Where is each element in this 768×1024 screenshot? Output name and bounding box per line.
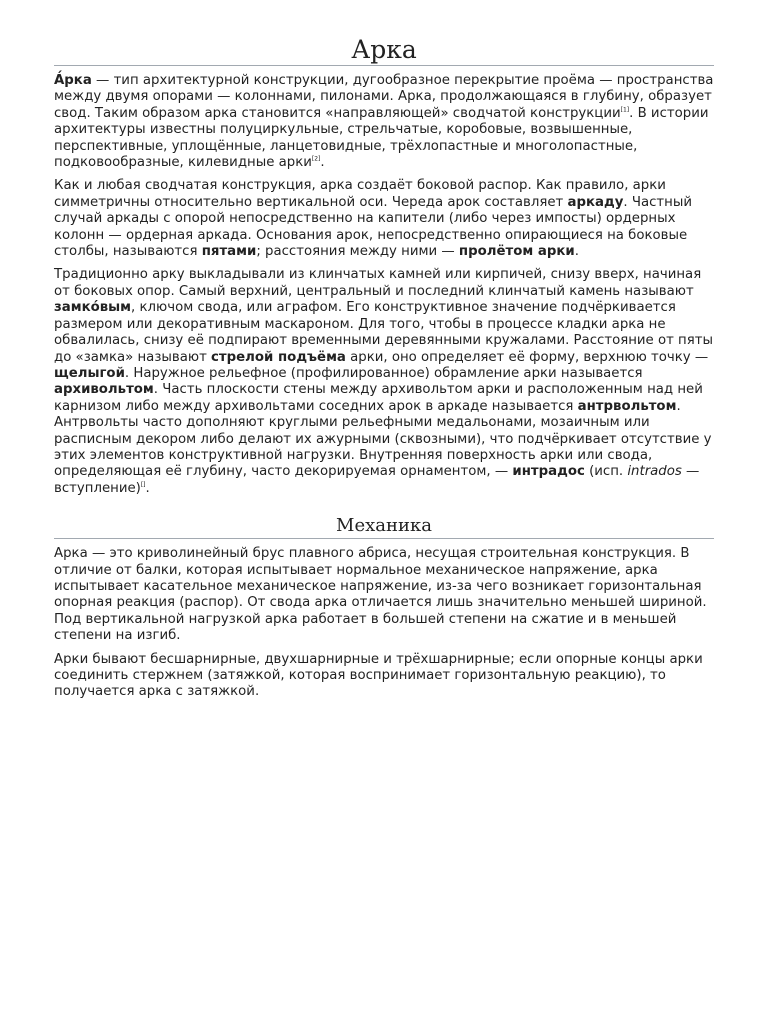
p2-text: Как и любая сводчатая конструкция, арка создаёт боковой распор. Как правило, арки симметричны относительно вертикальной оси. Череда арок составляет [54, 178, 666, 210]
p3-text: . Часть плоскости стены между архивольтом арки и расположенным над ней карнизом либо между архивольтами соседних арок в аркаде называется [54, 382, 703, 414]
p3-text: . Антрвольты часто дополняют круглыми рельефными медальонами, мозаичным или расписным декором либо делают их ажурными (сквозными), что подчёркивает отсутствие у этих элементов конструктивной нагрузки. Внутренняя поверхность арки или свода, определяющая её глубину, часто декорируемая орнаментом, — [54, 398, 712, 480]
intro-text-1: — тип архитектурной конструкции, дугообразное перекрытие проёма — пространства между двумя опорами — колоннами, пилонами. Арка, продолжающаяся в глубину, образует свод. Таким образом арка становится «направляющей» сводчатой конструкции [54, 73, 714, 121]
p3-text: Традиционно арку выкладывали из клинчатых камней или кирпичей, снизу вверх, начиная от боковых опор. Самый верхний, центральный и последний клинчатый камень называют [54, 267, 702, 299]
intro-paragraph [54, 73, 714, 171]
term-shchelygoy: щелыгой [54, 365, 125, 381]
term-pyatami: пятами [201, 244, 257, 260]
footnote-ref-1[interactable]: [1] [620, 106, 630, 114]
p2-text: . [574, 244, 579, 260]
term-zamkovym: замко́вым [54, 300, 132, 316]
term-intrados: интрадос [512, 464, 585, 480]
p3-text: . [145, 480, 150, 496]
term-arkadu: аркаду [567, 194, 624, 210]
term-arka: А́рка [54, 73, 92, 88]
term-arkhivoltom: архивольтом [54, 382, 154, 398]
p3-text: . Наружное рельефное (профилированное) обрамление арки называется [124, 365, 643, 381]
term-prolet-arki: пролётом арки [458, 244, 575, 260]
p2-text: . Частный случай аркады с опорой непосредственно на капители (либо через импосты) ордерных колонн — ордерная аркада. Основания арок, непосредственно опирающиеся на боковые столбы, называются [54, 194, 692, 260]
p3-text: (исп. [584, 464, 628, 480]
p2-text: ; расстояния между ними — [256, 244, 459, 260]
footnote-ref-3[interactable]: [] [140, 481, 146, 489]
mechanics-paragraph-2: Арки бывают бесшарнирные, двухшарнирные и трёхшарнирные; если опорные концы арки соединить стержнем (затяжкой, которая воспринимает горизонтальную реакцию), то получается арка с затяжкой. [54, 651, 703, 700]
foreign-term-intrados: intrados [627, 464, 682, 480]
intro-text-3: . [320, 155, 325, 171]
mechanics-paragraph-1: Арка — это криволинейный брус плавного абриса, несущая строительная конструкция. В отличие от балки, которая испытывает нормальное механическое напряжение, арка испытывает касательное механическое напряжение, из-за чего возникает горизонтальная опорная реакция (распор). От свода арка отличается лишь значительно меньшей шириной. Под вертикальной нагрузкой арка работает в большей степени на сжатие и в меньшей степени на изгиб. [54, 546, 707, 644]
paragraph-2 [54, 178, 714, 260]
term-strela-podema: стрелой подъёма [211, 349, 346, 365]
p3-text: арки, оно определяет её форму, верхнюю точку — [345, 349, 709, 365]
section-heading-mechanics: Механика [54, 515, 714, 539]
p3-text: — вступление) [54, 464, 700, 496]
paragraph-3 [54, 267, 714, 497]
p3-text: , ключом свода, или аграфом. Его конструктивное значение подчёркивается размером или декоративным маскароном. Для того, чтобы в процессе кладки арка не обвалилась, снизу её подпирают временными деревянными кружалами. Расстояние от пяты до «замка» называют [54, 300, 713, 365]
intro-text-2: . В истории архитектуры известны полуциркульные, стрельчатые, коробовые, возвышенные, перспективные, уплощённые, ланцетовидные, трёхлопастные и многолопастные, подковообразные, килевидные арки [54, 105, 709, 171]
term-antrvoltom: антрвольтом [577, 398, 677, 414]
page-title: Арка [54, 36, 714, 66]
footnote-ref-2[interactable]: [2] [311, 155, 321, 163]
